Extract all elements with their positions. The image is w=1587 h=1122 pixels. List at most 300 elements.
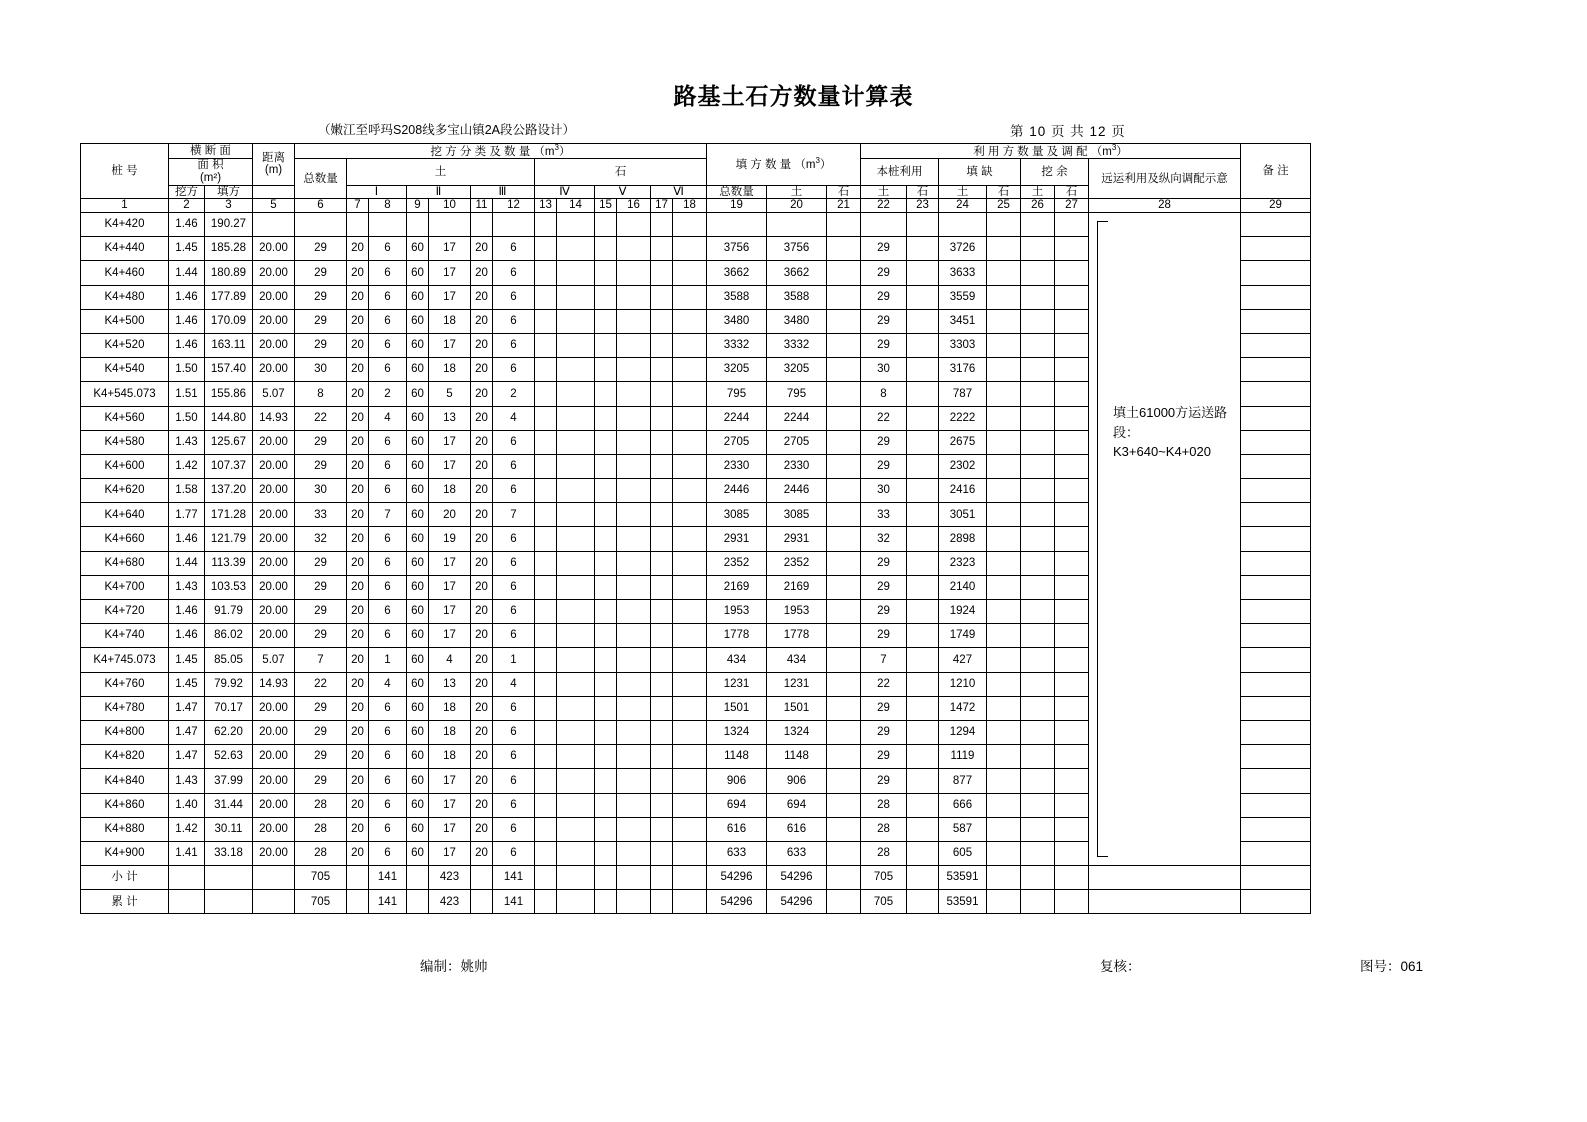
header-rock: 石: [535, 159, 707, 185]
cell-qty-V: [617, 866, 651, 890]
cell-fill-total: 1324: [707, 720, 767, 744]
cell-pct-II: 60: [407, 648, 429, 672]
cell-qty-II: 13: [429, 406, 471, 430]
cell-fill-total: 3662: [707, 261, 767, 285]
cell-qty-III: 6: [493, 841, 535, 865]
cell-qty-I: 6: [369, 720, 407, 744]
cell-qty-IV: [557, 430, 595, 454]
cell-fill-area: 190.27: [205, 213, 253, 237]
cell-pct-V: [595, 479, 617, 503]
cell-fill-area: 157.40: [205, 358, 253, 382]
cell-pct-II: 60: [407, 817, 429, 841]
cell-qty-V: [617, 769, 651, 793]
colindex-17: 17: [651, 199, 673, 213]
cell-qty-VI: [673, 696, 707, 720]
cell-fill-total: 2446: [707, 479, 767, 503]
cell-qty-III: 6: [493, 793, 535, 817]
header-grade-VI: Ⅵ: [651, 185, 707, 199]
cell-pct-VI: [651, 551, 673, 575]
cell-lack-soil: 3633: [939, 261, 987, 285]
cell-qty-IV: [557, 769, 595, 793]
cell-pct-V: [595, 454, 617, 478]
cell-qty-V: [617, 624, 651, 648]
cell-pct-IV: [535, 503, 557, 527]
cell-fill-rock: [827, 745, 861, 769]
cell-use-soil: 8: [861, 382, 907, 406]
cell-fill-area: 37.99: [205, 769, 253, 793]
cell-pct-III: 20: [471, 261, 493, 285]
cell-fill-area: 33.18: [205, 841, 253, 865]
cell-qty-III: 6: [493, 624, 535, 648]
cell-dig-total: 28: [295, 793, 347, 817]
cell-pct-V: [595, 285, 617, 309]
cell-fill-total: 434: [707, 648, 767, 672]
colindex-2: 2: [169, 199, 205, 213]
cell-qty-II: 17: [429, 261, 471, 285]
cell-dig-total: 29: [295, 624, 347, 648]
project-subtitle: （嫩江至呼玛S208线多宝山镇2A段公路设计）: [318, 123, 575, 137]
cell-use-soil: 29: [861, 769, 907, 793]
cell-pile-no: K4+600: [81, 454, 169, 478]
cell-dig-total: 29: [295, 309, 347, 333]
cell-qty-III: 6: [493, 745, 535, 769]
cell-qty-V: [617, 817, 651, 841]
cell-pct-I: 20: [347, 600, 369, 624]
cell-pct-II: 60: [407, 575, 429, 599]
cell-qty-III: 6: [493, 261, 535, 285]
cell-cut-area: 1.45: [169, 672, 205, 696]
cell-surplus-rock: [1055, 866, 1089, 890]
cell-pct-V: [595, 817, 617, 841]
cell-pct-I: 20: [347, 841, 369, 865]
cell-qty-II: 423: [429, 866, 471, 890]
cell-pile-no: K4+780: [81, 696, 169, 720]
header-dig-surplus: 挖 余: [1021, 159, 1089, 185]
cell-qty-I: 6: [369, 309, 407, 333]
cell-fill-total: 633: [707, 841, 767, 865]
cell-cut-area: 1.47: [169, 745, 205, 769]
cell-distance: 20.00: [253, 841, 295, 865]
colindex-22: 22: [861, 199, 907, 213]
cell-fill-rock: [827, 720, 861, 744]
cell-fill-rock: [827, 866, 861, 890]
cell-pct-V: [595, 841, 617, 865]
cell-pct-II: 60: [407, 382, 429, 406]
cell-dig-total: 705: [295, 890, 347, 914]
cell-pct-VI: [651, 382, 673, 406]
cell-lack-soil: 1294: [939, 720, 987, 744]
cell-qty-V: [617, 575, 651, 599]
header-pile-no: 桩 号: [81, 144, 169, 199]
cell-pct-III: [471, 866, 493, 890]
cell-lack-rock: [987, 793, 1021, 817]
cell-fill-area: 103.53: [205, 575, 253, 599]
cell-pile-no: 小 计: [81, 866, 169, 890]
cell-fill-rock: [827, 358, 861, 382]
cell-qty-III: 6: [493, 527, 535, 551]
cell-fill-rock: [827, 793, 861, 817]
cell-pct-V: [595, 769, 617, 793]
cell-use-rock: [907, 454, 939, 478]
cell-pct-I: [347, 866, 369, 890]
cell-dig-total: 30: [295, 358, 347, 382]
cell-dig-total: 29: [295, 720, 347, 744]
cell-qty-I: 6: [369, 793, 407, 817]
cell-qty-IV: [557, 237, 595, 261]
cell-fill-area: 170.09: [205, 309, 253, 333]
cell-cut-area: 1.46: [169, 285, 205, 309]
cell-surplus-soil: [1021, 890, 1055, 914]
cell-lack-soil: 1119: [939, 745, 987, 769]
cell-dig-total: 32: [295, 527, 347, 551]
cell-pct-V: [595, 503, 617, 527]
cell-pct-VI: [651, 817, 673, 841]
cell-qty-II: 17: [429, 551, 471, 575]
cell-use-soil: 22: [861, 672, 907, 696]
cell-pct-I: 20: [347, 672, 369, 696]
header-remark: 备 注: [1241, 144, 1311, 199]
cell-qty-II: 17: [429, 769, 471, 793]
cell-pct-I: 20: [347, 817, 369, 841]
cell-pct-III: 20: [471, 309, 493, 333]
cell-cut-area: 1.50: [169, 406, 205, 430]
cell-qty-V: [617, 333, 651, 357]
colindex-8: 8: [369, 199, 407, 213]
cell-cut-area: [169, 890, 205, 914]
cell-pct-V: [595, 213, 617, 237]
cell-use-soil: 32: [861, 527, 907, 551]
colindex-9: 9: [407, 199, 429, 213]
cell-qty-IV: [557, 841, 595, 865]
cell-distance: 20.00: [253, 551, 295, 575]
cell-pct-V: [595, 551, 617, 575]
cell-pct-III: 20: [471, 793, 493, 817]
cell-lack-soil: 53591: [939, 866, 987, 890]
cell-pile-no: K4+580: [81, 430, 169, 454]
cell-pct-VI: [651, 648, 673, 672]
cell-qty-II: 13: [429, 672, 471, 696]
cell-pct-III: 20: [471, 648, 493, 672]
cell-use-soil: 29: [861, 720, 907, 744]
cell-pile-no: K4+660: [81, 527, 169, 551]
cell-lack-rock: [987, 382, 1021, 406]
cell-pile-no: K4+800: [81, 720, 169, 744]
cell-fill-rock: [827, 285, 861, 309]
cell-pct-VI: [651, 333, 673, 357]
cell-pile-no: K4+480: [81, 285, 169, 309]
cell-fill-area: 62.20: [205, 720, 253, 744]
cell-remark: [1241, 624, 1311, 648]
cell-qty-II: 17: [429, 454, 471, 478]
cell-qty-IV: [557, 648, 595, 672]
cell-qty-VI: [673, 866, 707, 890]
cell-qty-I: [369, 213, 407, 237]
colindex-25: 25: [987, 199, 1021, 213]
cell-use-rock: [907, 720, 939, 744]
cell-pct-IV: [535, 817, 557, 841]
cell-fill-total: 906: [707, 769, 767, 793]
cell-pct-IV: [535, 696, 557, 720]
cell-pct-I: 20: [347, 261, 369, 285]
colindex-21: 21: [827, 199, 861, 213]
cell-fill-total: 1231: [707, 672, 767, 696]
cell-fill-rock: [827, 406, 861, 430]
cell-fill-area: 107.37: [205, 454, 253, 478]
cell-cut-area: 1.45: [169, 237, 205, 261]
header-surplus-rock: 石: [1055, 185, 1089, 199]
cell-qty-IV: [557, 551, 595, 575]
cell-distance: 20.00: [253, 769, 295, 793]
cell-qty-IV: [557, 454, 595, 478]
cell-surplus-soil: [1021, 841, 1055, 865]
cell-qty-VI: [673, 624, 707, 648]
cell-pct-I: [347, 890, 369, 914]
cell-qty-V: [617, 527, 651, 551]
cell-pct-III: 20: [471, 382, 493, 406]
cell-pile-no: K4+460: [81, 261, 169, 285]
cell-qty-II: 18: [429, 309, 471, 333]
cell-qty-VI: [673, 358, 707, 382]
cell-surplus-soil: [1021, 503, 1055, 527]
cell-pct-IV: [535, 575, 557, 599]
cell-fill-area: 125.67: [205, 430, 253, 454]
cell-qty-VI: [673, 672, 707, 696]
cell-lack-soil: 605: [939, 841, 987, 865]
cell-use-rock: [907, 285, 939, 309]
cell-pct-IV: [535, 479, 557, 503]
cell-qty-III: 6: [493, 720, 535, 744]
cell-fill-total: 3756: [707, 237, 767, 261]
cell-fill-soil: 1778: [767, 624, 827, 648]
cell-fill-rock: [827, 551, 861, 575]
cell-fill-rock: [827, 527, 861, 551]
cell-qty-IV: [557, 696, 595, 720]
cell-fill-soil: 3085: [767, 503, 827, 527]
cell-remark: [1241, 575, 1311, 599]
cell-cut-area: 1.50: [169, 358, 205, 382]
cell-surplus-soil: [1021, 551, 1055, 575]
cell-cut-area: 1.47: [169, 696, 205, 720]
cell-pct-VI: [651, 479, 673, 503]
cell-use-soil: 29: [861, 600, 907, 624]
cell-pct-V: [595, 793, 617, 817]
cell-qty-VI: [673, 527, 707, 551]
cell-pct-III: 20: [471, 696, 493, 720]
cell-pile-no: K4+640: [81, 503, 169, 527]
cell-pile-no: K4+700: [81, 575, 169, 599]
cell-remark: [1241, 382, 1311, 406]
cell-use-soil: 29: [861, 745, 907, 769]
cell-pct-VI: [651, 720, 673, 744]
colindex-13: 13: [535, 199, 557, 213]
cell-pct-III: 20: [471, 503, 493, 527]
colindex-24: 24: [939, 199, 987, 213]
cell-lack-rock: [987, 503, 1021, 527]
cell-fill-rock: [827, 479, 861, 503]
cell-qty-V: [617, 309, 651, 333]
cell-pct-II: 60: [407, 527, 429, 551]
cell-qty-I: 6: [369, 261, 407, 285]
cell-qty-IV: [557, 890, 595, 914]
cell-pct-II: 60: [407, 672, 429, 696]
cell-cut-area: 1.42: [169, 454, 205, 478]
cell-pct-VI: [651, 237, 673, 261]
cell-qty-IV: [557, 261, 595, 285]
cell-use-soil: 29: [861, 551, 907, 575]
cell-surplus-soil: [1021, 237, 1055, 261]
cell-dig-total: 8: [295, 382, 347, 406]
cell-pct-II: 60: [407, 503, 429, 527]
cell-pct-VI: [651, 745, 673, 769]
cell-cut-area: 1.42: [169, 817, 205, 841]
cell-qty-III: 6: [493, 817, 535, 841]
cell-qty-VI: [673, 503, 707, 527]
cell-qty-V: [617, 745, 651, 769]
cell-qty-V: [617, 841, 651, 865]
cell-pct-III: 20: [471, 406, 493, 430]
cell-qty-II: 17: [429, 237, 471, 261]
cell-dig-total: 7: [295, 648, 347, 672]
cell-qty-VI: [673, 769, 707, 793]
cell-qty-II: 17: [429, 285, 471, 309]
cell-qty-III: 6: [493, 333, 535, 357]
cell-fill-total: 54296: [707, 890, 767, 914]
cell-qty-II: 423: [429, 890, 471, 914]
cell-qty-I: 141: [369, 890, 407, 914]
cell-pct-III: [471, 213, 493, 237]
cell-pct-V: [595, 575, 617, 599]
cell-qty-V: [617, 503, 651, 527]
cell-qty-III: 6: [493, 575, 535, 599]
cell-lack-rock: [987, 261, 1021, 285]
cell-pct-V: [595, 333, 617, 357]
cell-fill-rock: [827, 503, 861, 527]
cell-surplus-rock: [1055, 358, 1089, 382]
cell-qty-VI: [673, 261, 707, 285]
cell-fill-total: 1501: [707, 696, 767, 720]
cell-fill-area: 91.79: [205, 600, 253, 624]
cell-lack-soil: 587: [939, 817, 987, 841]
cell-pct-II: [407, 213, 429, 237]
cell-fill-total: [707, 213, 767, 237]
cell-fill-rock: [827, 382, 861, 406]
cell-pct-VI: [651, 213, 673, 237]
colindex-29: 29: [1241, 199, 1311, 213]
cell-pct-VI: [651, 261, 673, 285]
cell-qty-IV: [557, 672, 595, 696]
header-distance: 距离 (m): [253, 144, 295, 186]
cell-fill-area: 180.89: [205, 261, 253, 285]
cell-qty-I: 6: [369, 479, 407, 503]
cell-fill-area: 185.28: [205, 237, 253, 261]
cell-fill-rock: [827, 213, 861, 237]
cell-fill-area: 31.44: [205, 793, 253, 817]
cell-surplus-rock: [1055, 720, 1089, 744]
cell-lack-soil: 53591: [939, 890, 987, 914]
cell-distance: 20.00: [253, 479, 295, 503]
cell-fill-area: 30.11: [205, 817, 253, 841]
cell-surplus-soil: [1021, 793, 1055, 817]
colindex-23: 23: [907, 199, 939, 213]
cell-use-soil: 28: [861, 841, 907, 865]
cell-pct-III: 20: [471, 527, 493, 551]
cell-fill-total: 3085: [707, 503, 767, 527]
cell-lack-rock: [987, 890, 1021, 914]
cell-use-soil: 33: [861, 503, 907, 527]
cell-remark: [1241, 720, 1311, 744]
cell-qty-IV: [557, 817, 595, 841]
cell-pile-no: 累 计: [81, 890, 169, 914]
cell-qty-VI: [673, 720, 707, 744]
cell-distance: 20.00: [253, 285, 295, 309]
cell-qty-V: [617, 430, 651, 454]
cell-distance: [253, 213, 295, 237]
cell-lack-soil: 666: [939, 793, 987, 817]
cell-fill-soil: 2169: [767, 575, 827, 599]
cell-lack-soil: 787: [939, 382, 987, 406]
cell-qty-IV: [557, 333, 595, 357]
cell-qty-II: 17: [429, 575, 471, 599]
cell-remark: [1241, 285, 1311, 309]
cell-lack-rock: [987, 624, 1021, 648]
cell-pct-I: 20: [347, 382, 369, 406]
cell-surplus-soil: [1021, 333, 1055, 357]
cell-distance: 5.07: [253, 382, 295, 406]
cell-qty-III: 1: [493, 648, 535, 672]
cell-lack-rock: [987, 600, 1021, 624]
cell-lack-soil: 877: [939, 769, 987, 793]
cell-pct-IV: [535, 745, 557, 769]
cell-pct-V: [595, 866, 617, 890]
cell-qty-III: 6: [493, 769, 535, 793]
cell-pct-II: 60: [407, 479, 429, 503]
cell-dig-total: 22: [295, 672, 347, 696]
cell-pile-no: K4+545.073: [81, 382, 169, 406]
cell-fill-area: [205, 866, 253, 890]
cell-lack-soil: 1210: [939, 672, 987, 696]
cell-surplus-rock: [1055, 624, 1089, 648]
cell-qty-II: 17: [429, 600, 471, 624]
cell-pct-I: 20: [347, 430, 369, 454]
cell-pct-II: 60: [407, 406, 429, 430]
colindex-16: 16: [617, 199, 651, 213]
cell-use-rock: [907, 213, 939, 237]
cell-remark: [1241, 600, 1311, 624]
cell-lack-rock: [987, 406, 1021, 430]
cell-fill-soil: 54296: [767, 866, 827, 890]
header-fill-lack: 填 缺: [939, 159, 1021, 185]
cell-remark: [1241, 890, 1311, 914]
cell-pct-V: [595, 696, 617, 720]
cell-remark: [1241, 551, 1311, 575]
header-fill-group: 填 方 数 量 $(m^3)$: [707, 144, 861, 186]
cell-qty-II: 17: [429, 793, 471, 817]
cell-pct-III: 20: [471, 358, 493, 382]
cell-pct-VI: [651, 406, 673, 430]
cell-remark: [1241, 527, 1311, 551]
cell-remark: [1241, 406, 1311, 430]
cell-use-soil: 28: [861, 817, 907, 841]
cell-remark: [1241, 672, 1311, 696]
cell-surplus-rock: [1055, 527, 1089, 551]
cell-surplus-rock: [1055, 261, 1089, 285]
cell-fill-total: 54296: [707, 866, 767, 890]
cell-distance: 20.00: [253, 333, 295, 357]
cell-use-soil: 705: [861, 890, 907, 914]
cell-lack-soil: 3726: [939, 237, 987, 261]
cell-qty-V: [617, 382, 651, 406]
cell-use-rock: [907, 841, 939, 865]
